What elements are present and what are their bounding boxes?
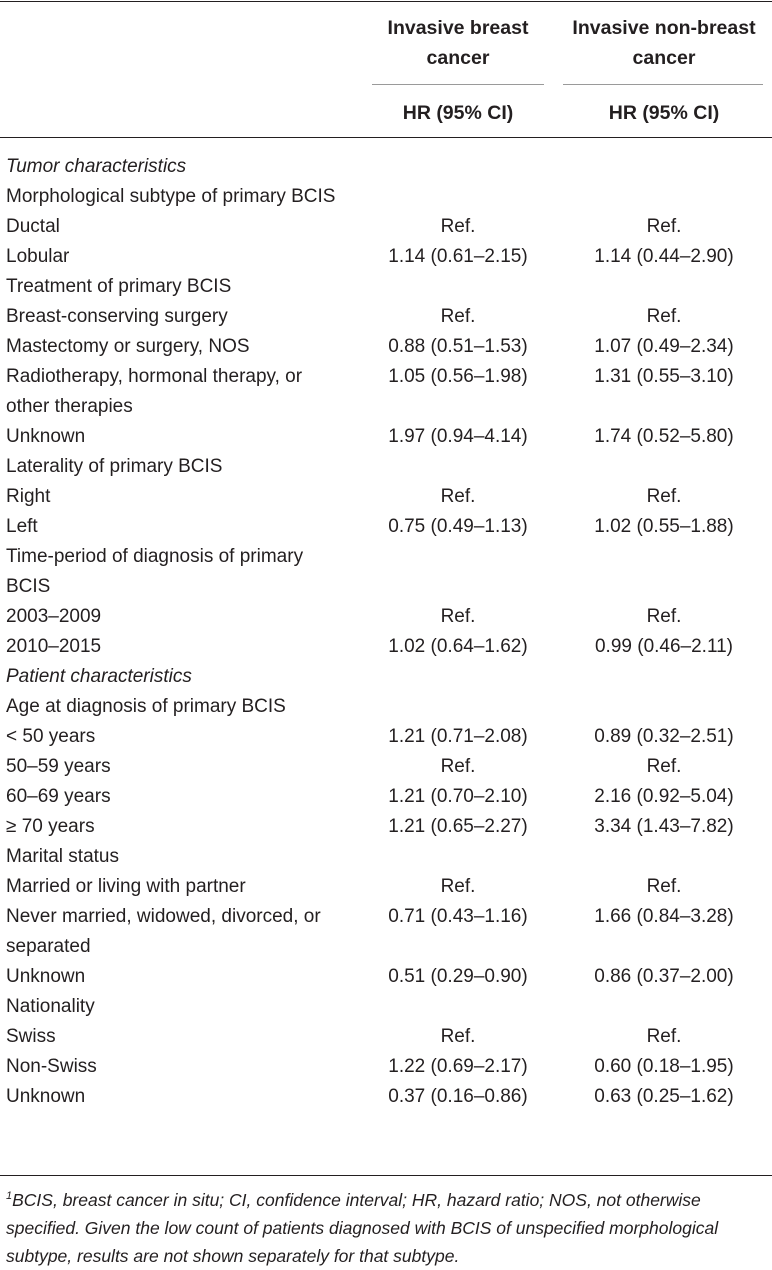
hr-non-breast-cancer-cell: Ref. xyxy=(646,606,682,627)
row-label: Right xyxy=(6,486,51,507)
group-label: Treatment of primary BCIS xyxy=(6,276,232,297)
hr-breast-cancer-cell: Ref. xyxy=(440,306,476,327)
table-row xyxy=(0,842,772,872)
hr-breast-cancer-cell: 1.21 (0.71–2.08) xyxy=(388,726,528,747)
row-label: 50–59 years xyxy=(6,756,111,777)
hr-non-breast-cancer-cell: 1.02 (0.55–1.88) xyxy=(594,516,734,537)
row-label: Breast-conserving surgery xyxy=(6,306,228,327)
table-row xyxy=(0,692,772,722)
hr-non-breast-cancer-cell: 1.74 (0.52–5.80) xyxy=(594,426,734,447)
hr-non-breast-cancer-cell: Ref. xyxy=(646,216,682,237)
row-label: Married or living with partner xyxy=(6,876,246,897)
table-row xyxy=(0,1052,772,1082)
table-row xyxy=(0,812,772,842)
table-row xyxy=(0,722,772,752)
hr-non-breast-cancer-cell: 0.63 (0.25–1.62) xyxy=(594,1086,734,1107)
hr-breast-cancer-cell: Ref. xyxy=(440,486,476,507)
table-row xyxy=(0,662,772,692)
hr-breast-cancer-cell: Ref. xyxy=(440,1026,476,1047)
column-header-invasive-non-breast-cancer: Invasive non-breast cancer xyxy=(572,17,756,69)
hr-breast-cancer-cell: 1.21 (0.70–2.10) xyxy=(388,786,528,807)
row-label: Lobular xyxy=(6,246,70,267)
table-body xyxy=(0,152,772,1112)
table-footnote xyxy=(6,1186,768,1270)
hr-breast-cancer-cell: 1.22 (0.69–2.17) xyxy=(388,1056,528,1077)
hr-breast-cancer-cell: Ref. xyxy=(440,876,476,897)
footnote-text: BCIS, breast cancer in situ; CI, confidence interval; HR, hazard ratio; NOS, not otherwise specified. Given the low count of patients diagnosed with BCIS of unspecified morphological subtype, results are not shown separately for that subtype. xyxy=(6,1190,719,1266)
hr-non-breast-cancer-cell: 0.86 (0.37–2.00) xyxy=(594,966,734,987)
table-row xyxy=(0,752,772,782)
hr-breast-cancer-cell: 0.71 (0.43–1.16) xyxy=(388,906,528,927)
hr-non-breast-cancer-cell: Ref. xyxy=(646,1026,682,1047)
table-row xyxy=(0,962,772,992)
column-subheader-hr-ci: HR (95% CI) xyxy=(402,102,514,124)
row-label: Unknown xyxy=(6,426,86,447)
row-label: ≥ 70 years xyxy=(6,816,95,837)
table-row xyxy=(0,1082,772,1112)
table-row xyxy=(0,212,772,242)
hr-breast-cancer-cell: 1.02 (0.64–1.62) xyxy=(388,636,528,657)
hr-non-breast-cancer-cell: Ref. xyxy=(646,876,682,897)
table-row xyxy=(0,302,772,332)
hr-breast-cancer-cell: 0.75 (0.49–1.13) xyxy=(388,516,528,537)
hr-non-breast-cancer-cell: Ref. xyxy=(646,756,682,777)
row-label: 2010–2015 xyxy=(6,636,102,657)
header-bottom-rule xyxy=(0,137,772,138)
group-label: Morphological subtype of primary BCIS xyxy=(6,186,336,207)
hr-breast-cancer-cell: 1.14 (0.61–2.15) xyxy=(388,246,528,267)
hr-non-breast-cancer-cell: 0.89 (0.32–2.51) xyxy=(594,726,734,747)
row-label: Ductal xyxy=(6,216,60,237)
hr-non-breast-cancer-cell: 1.66 (0.84–3.28) xyxy=(594,906,734,927)
hr-breast-cancer-cell: 0.37 (0.16–0.86) xyxy=(388,1086,528,1107)
hr-breast-cancer-cell: Ref. xyxy=(440,756,476,777)
hr-breast-cancer-cell: 1.21 (0.65–2.27) xyxy=(388,816,528,837)
table-row xyxy=(0,602,772,632)
section-label: Tumor characteristics xyxy=(6,156,187,177)
row-label: Never married, widowed, divorced, or separated xyxy=(6,906,321,957)
row-label: 2003–2009 xyxy=(6,606,102,627)
section-label: Patient characteristics xyxy=(6,666,192,687)
row-label: Radiotherapy, hormonal therapy, or other therapies xyxy=(6,366,303,417)
column-header-underline xyxy=(563,84,763,85)
row-label: 60–69 years xyxy=(6,786,111,807)
hr-breast-cancer-cell: 1.05 (0.56–1.98) xyxy=(388,366,528,387)
hr-breast-cancer-cell: 0.88 (0.51–1.53) xyxy=(388,336,528,357)
hr-non-breast-cancer-cell: 1.31 (0.55–3.10) xyxy=(594,366,734,387)
group-label: Age at diagnosis of primary BCIS xyxy=(6,696,286,717)
hr-breast-cancer-cell: 0.51 (0.29–0.90) xyxy=(388,966,528,987)
table-row xyxy=(0,782,772,812)
table-row xyxy=(0,512,772,542)
column-header-invasive-breast-cancer: Invasive breast cancer xyxy=(387,17,529,69)
table-row xyxy=(0,182,772,212)
hr-non-breast-cancer-cell: 1.14 (0.44–2.90) xyxy=(594,246,734,267)
table-row xyxy=(0,992,772,1022)
hr-non-breast-cancer-cell: 1.07 (0.49–2.34) xyxy=(594,336,734,357)
table-row xyxy=(0,242,772,272)
column-subheader-hr-ci: HR (95% CI) xyxy=(608,102,720,124)
row-label: Unknown xyxy=(6,966,86,987)
group-label: Marital status xyxy=(6,846,119,867)
hr-non-breast-cancer-cell: Ref. xyxy=(646,486,682,507)
row-label: Unknown xyxy=(6,1086,86,1107)
column-header-underline xyxy=(372,84,544,85)
group-label: Time-period of diagnosis of primary BCIS xyxy=(6,546,304,597)
table-row xyxy=(0,542,772,602)
row-label: Left xyxy=(6,516,38,537)
hr-breast-cancer-cell: Ref. xyxy=(440,606,476,627)
table-row xyxy=(0,152,772,182)
hr-non-breast-cancer-cell: 3.34 (1.43–7.82) xyxy=(594,816,734,837)
hr-non-breast-cancer-cell: 2.16 (0.92–5.04) xyxy=(594,786,734,807)
table-row xyxy=(0,872,772,902)
table-row xyxy=(0,632,772,662)
table-row xyxy=(0,362,772,422)
table-row xyxy=(0,332,772,362)
row-label: Mastectomy or surgery, NOS xyxy=(6,336,250,357)
footnote-marker: 1 xyxy=(6,1190,13,1203)
table-row xyxy=(0,482,772,512)
hr-non-breast-cancer-cell: 0.60 (0.18–1.95) xyxy=(594,1056,734,1077)
hr-breast-cancer-cell: Ref. xyxy=(440,216,476,237)
table-top-rule xyxy=(0,1,772,2)
hr-non-breast-cancer-cell: Ref. xyxy=(646,306,682,327)
row-label: Non-Swiss xyxy=(6,1056,97,1077)
table-row xyxy=(0,272,772,302)
group-label: Laterality of primary BCIS xyxy=(6,456,223,477)
group-label: Nationality xyxy=(6,996,95,1017)
table-bottom-rule xyxy=(0,1175,772,1176)
table-row xyxy=(0,422,772,452)
table-row xyxy=(0,1022,772,1052)
table-row xyxy=(0,902,772,962)
hr-non-breast-cancer-cell: 0.99 (0.46–2.11) xyxy=(594,636,734,657)
row-label: Swiss xyxy=(6,1026,56,1047)
hr-breast-cancer-cell: 1.97 (0.94–4.14) xyxy=(388,426,528,447)
row-label: < 50 years xyxy=(6,726,96,747)
table-row xyxy=(0,452,772,482)
